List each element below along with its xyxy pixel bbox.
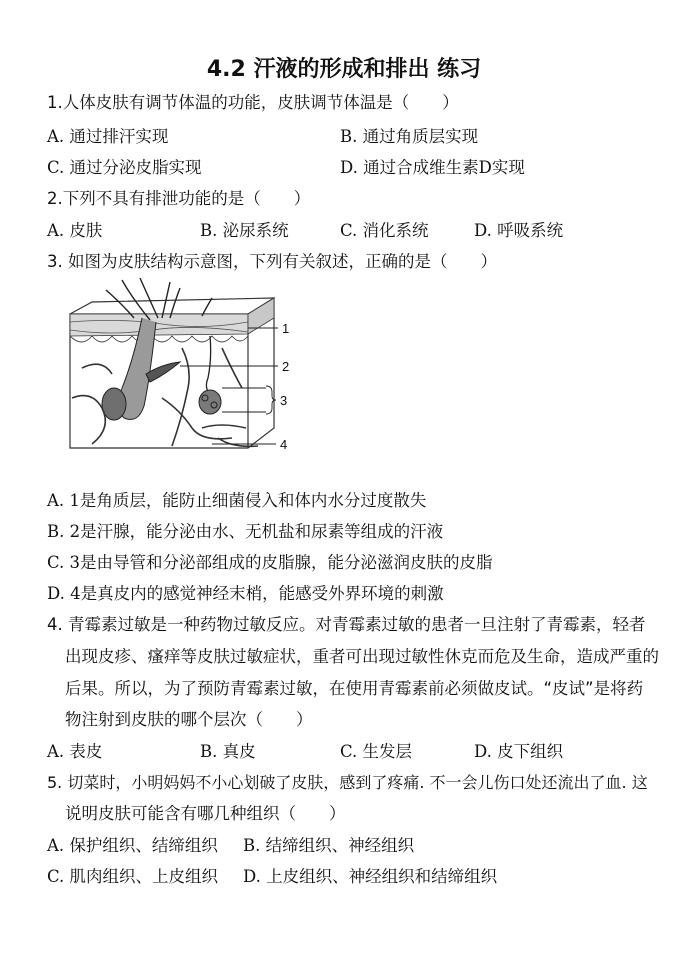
figure-label-1: 1: [282, 321, 290, 336]
skin-structure-figure: [62, 278, 302, 474]
q5-option-b: B. 结缔组织、神经组织: [243, 836, 415, 855]
q2-option-b: B. 泌尿系统: [200, 221, 289, 240]
question-4-line-1: 4. 青霉素过敏是一种药物过敏反应。对青霉素过敏的患者一旦注射了青霉素，轻者: [47, 615, 646, 634]
q4-option-b: B. 真皮: [200, 742, 256, 761]
q4-option-d: D. 皮下组织: [474, 742, 564, 761]
q4-option-c: C. 生发层: [340, 742, 413, 761]
question-5-line-1: 5. 切菜时，小明妈妈不小心划破了皮肤，感到了疼痛. 不一会儿伤口处还流出了血. 这: [47, 773, 648, 792]
question-4-line-4: 物注射到皮肤的哪个层次（ ）: [65, 710, 313, 729]
figure-label-3: 3: [280, 393, 288, 408]
q2-option-a: A. 皮肤: [47, 221, 103, 240]
q4-option-a: A. 表皮: [47, 742, 103, 761]
q3-option-d: D. 4是真皮内的感觉神经末梢，能感受外界环境的刺激: [47, 584, 444, 603]
question-4-line-2: 出现皮疹、瘙痒等皮肤过敏症状，重者可出现过敏性休克而危及生命，造成严重的: [65, 647, 659, 666]
question-1-stem: 1.人体皮肤有调节体温的功能，皮肤调节体温是（ ）: [47, 93, 459, 112]
q5-option-c: C. 肌肉组织、上皮组织: [47, 867, 219, 886]
question-2-stem: 2.下列不具有排泄功能的是（ ）: [47, 189, 311, 208]
q1-option-c: C. 通过分泌皮脂实现: [47, 158, 202, 177]
page-title: 4.2 汗液的形成和排出 练习: [206, 57, 482, 82]
q2-option-c: C. 消化系统: [340, 221, 429, 240]
question-4-line-3: 后果。所以，为了预防青霉素过敏，在使用青霉素前必须做皮试。“皮试”是将药: [65, 679, 644, 698]
figure-label-2: 2: [282, 359, 290, 374]
q3-option-a: A. 1是角质层，能防止细菌侵入和体内水分过度散失: [47, 491, 427, 510]
q2-option-d: D. 呼吸系统: [474, 221, 564, 240]
q1-option-b: B. 通过角质层实现: [340, 127, 479, 146]
q5-option-a: A. 保护组织、结缔组织: [47, 836, 218, 855]
figure-label-4: 4: [280, 437, 288, 452]
q3-option-b: B. 2是汗腺，能分泌由水、无机盐和尿素等组成的汗液: [47, 522, 444, 541]
q1-option-a: A. 通过排汗实现: [47, 127, 169, 146]
question-3-stem: 3. 如图为皮肤结构示意图，下列有关叙述，正确的是（ ）: [47, 252, 497, 271]
question-5-line-2: 说明皮肤可能含有哪几种组织（ ）: [65, 804, 346, 823]
q5-option-d: D. 上皮组织、神经组织和结缔组织: [243, 867, 498, 886]
q1-option-d: D. 通过合成维生素D实现: [340, 158, 525, 177]
q3-option-c: C. 3是由导管和分泌部组成的皮脂腺，能分泌滋润皮肤的皮脂: [47, 553, 493, 572]
